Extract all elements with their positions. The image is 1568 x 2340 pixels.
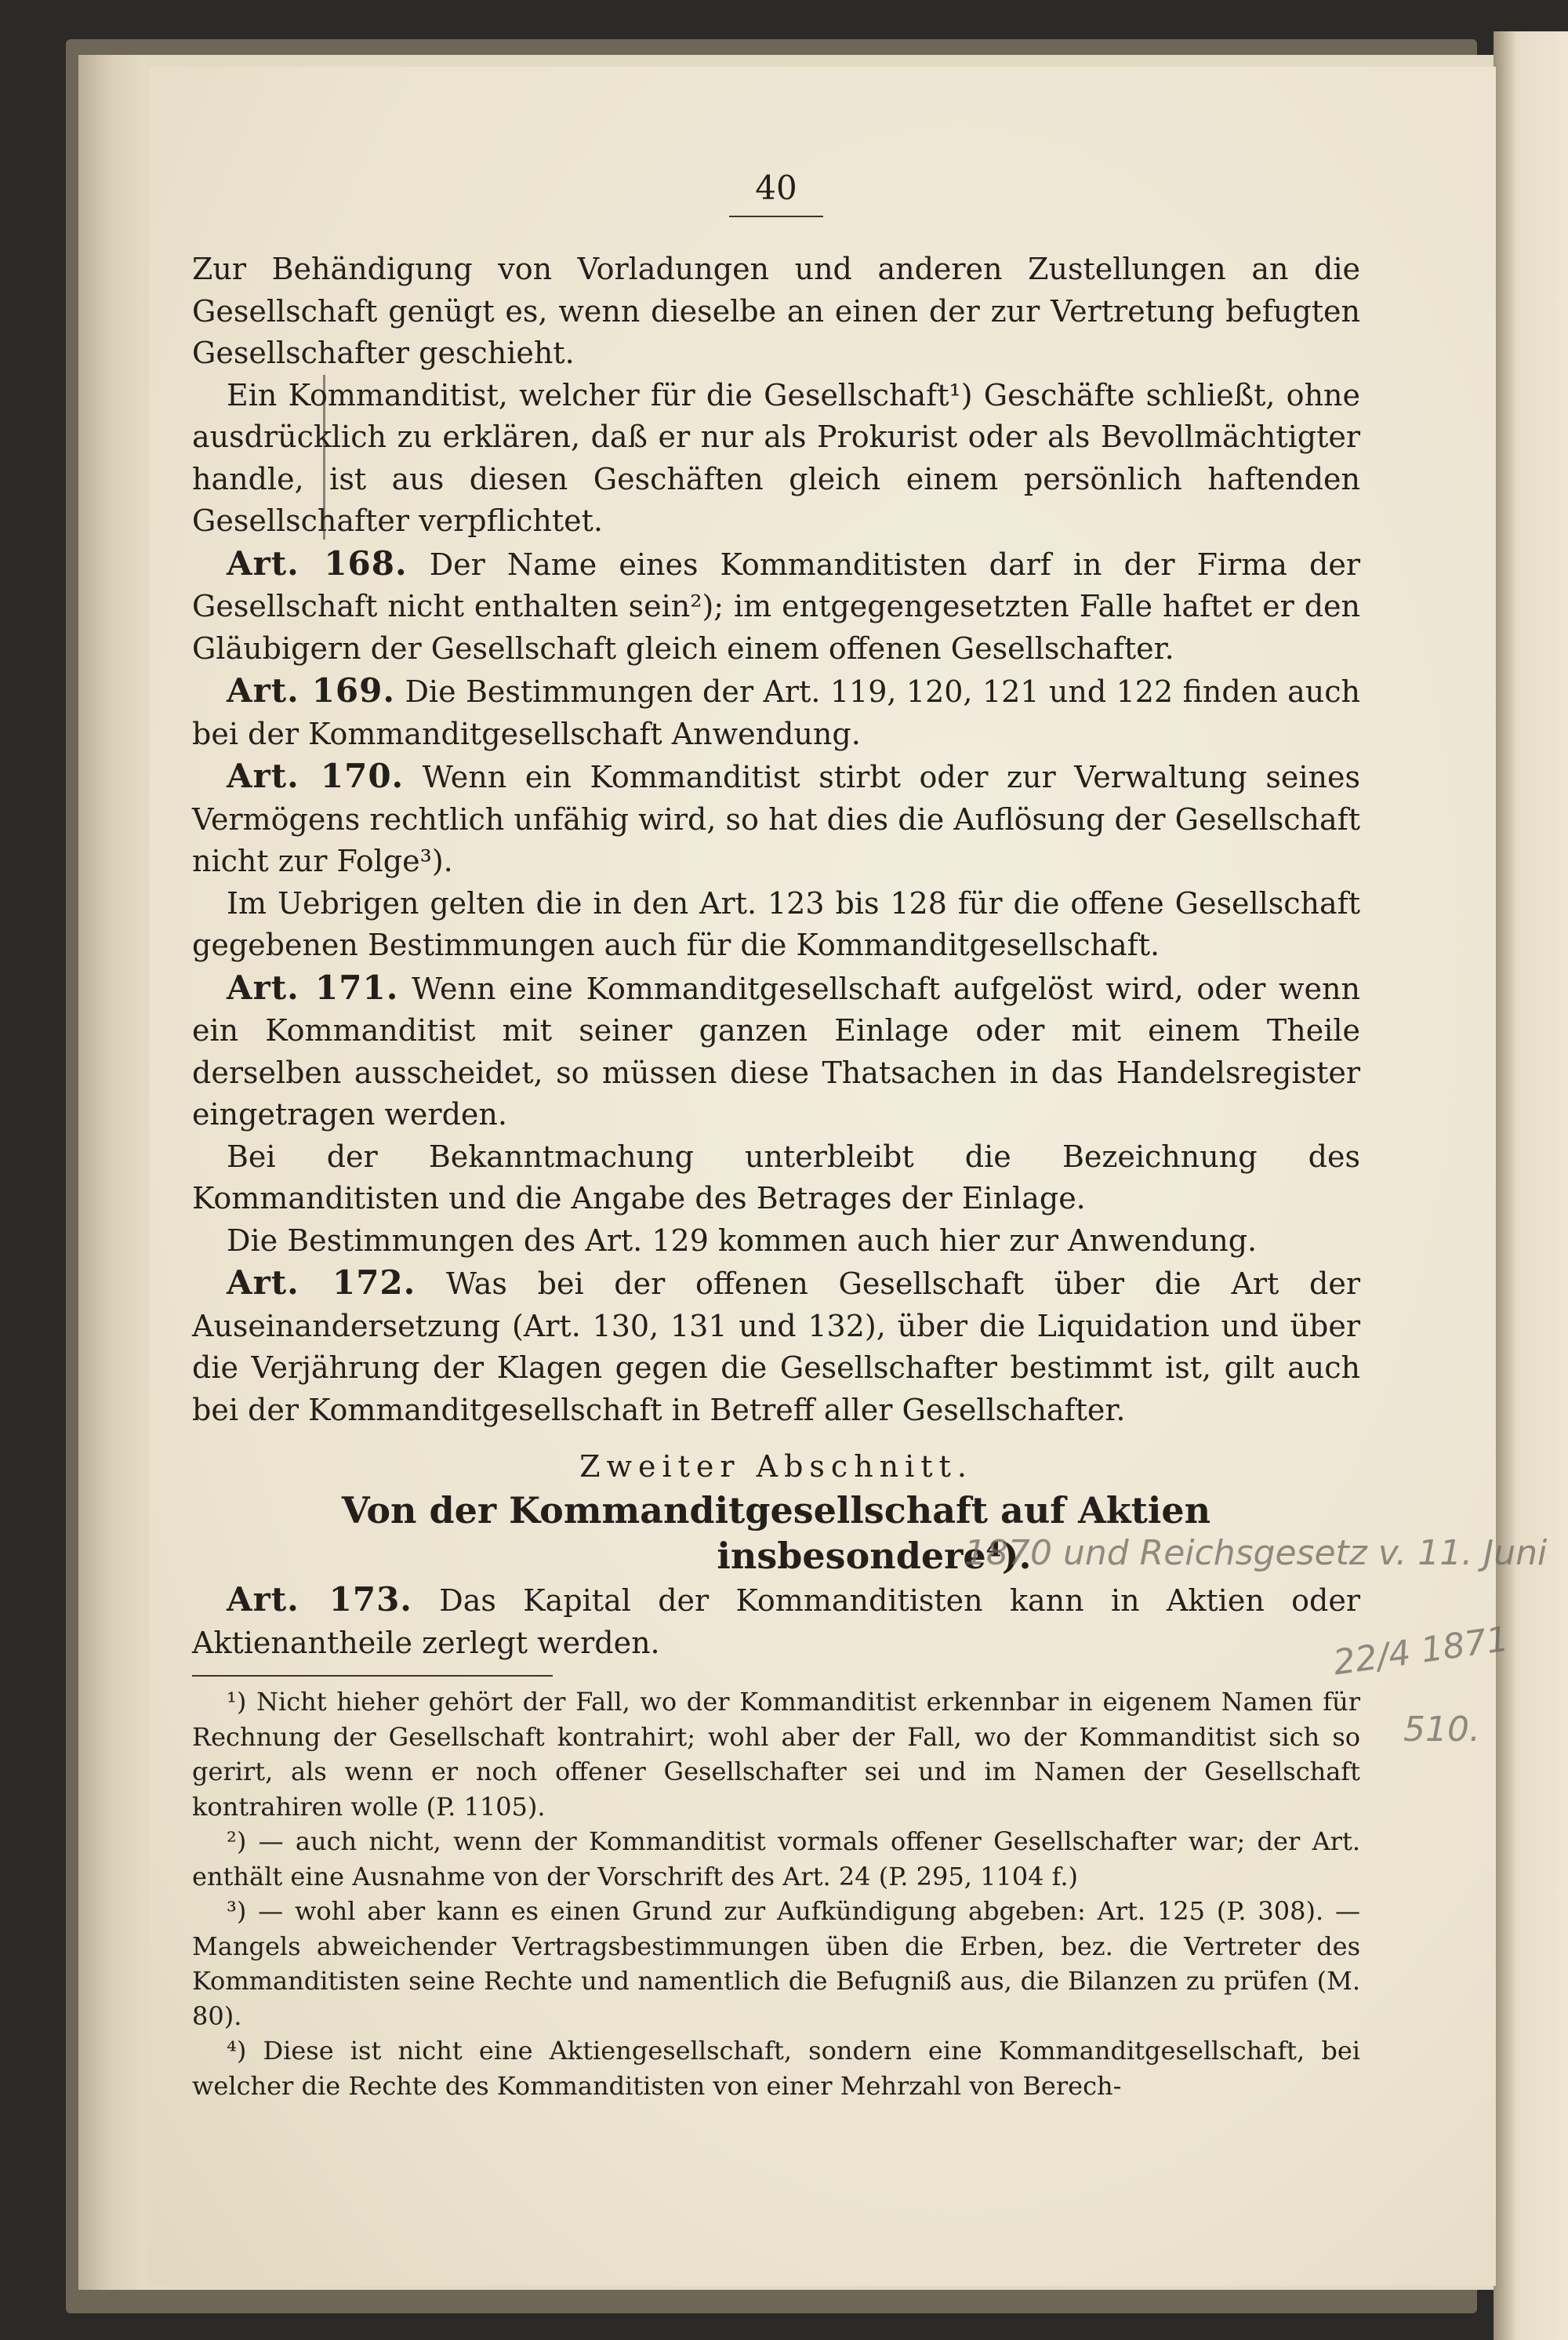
page-number: 40 xyxy=(755,169,797,207)
paragraph: Zur Behändigung von Vorladungen und anderen Zustellungen an die Gesellschaft genügt es, wenn dieselbe an einen der zur Vertretung befugten Gesellschafter geschieht. xyxy=(192,252,1360,370)
article-173: Art. 173. Das Kapital der Kommanditisten kann in Aktien oder Aktienantheile zerlegt werden. xyxy=(192,1580,1360,1660)
section-title-line2: insbesondere⁴). xyxy=(717,1535,1032,1577)
article-label: Art. 172. xyxy=(227,1263,416,1302)
page-content xyxy=(192,82,1360,2103)
section-title-line1: Von der Kommanditgesellschaft auf Aktien xyxy=(341,1489,1211,1532)
handwritten-note: 510. xyxy=(1403,1710,1480,1750)
article-170: Art. 170. Wenn ein Kommanditist stirbt oder zur Verwaltung seines Vermögens rechtlich unfähig wird, so hat dies die Auflösung der Gesellschaft nicht zur Folge³). xyxy=(192,757,1360,878)
footnote: ⁴) Diese ist nicht eine Aktiengesellschaft, sondern eine Kommanditgesellschaft, bei welcher die Rechte des Kommanditisten von einer Mehrzahl von Berech- xyxy=(192,2036,1360,2101)
footnote: ³) — wohl aber kann es einen Grund zur Aufkündigung abgeben: Art. 125 (P. 308). — Mangels abweichender Vertragsbestimmungen üben die Erben, bez. die Vertreter des Kommanditisten seine Rechte und namentlich die Befugniß aus, die Bilanzen zu prüfen (M. 80). xyxy=(192,1896,1360,2031)
article-169: Art. 169. Die Bestimmungen der Art. 119, 120, 121 und 122 finden auch bei der Kommanditgesellschaft Anwendung. xyxy=(192,671,1360,751)
facing-page-edge xyxy=(1494,31,1568,2340)
paragraph: Die Bestimmungen des Art. 129 kommen auch hier zur Anwendung. xyxy=(227,1223,1258,1258)
article-label: Art. 173. xyxy=(227,1580,412,1619)
article-171: Art. 171. Wenn eine Kommanditgesellschaft aufgelöst wird, oder wenn ein Kommanditist mit seiner ganzen Einlage oder mit einem Theile derselben ausscheidet, so müssen diese Thatsachen in das Handelsregister eingetragen werden. xyxy=(192,968,1360,1132)
paragraph: Bei der Bekanntmachung unterbleibt die Bezeichnung des Kommanditisten und die Angabe des Betrages der Einlage. xyxy=(192,1139,1360,1215)
article-172: Art. 172. Was bei der offenen Gesellschaft über die Art der Auseinandersetzung (Art. 130, 131 und 132), über die Liquidation und über die Verjährung der Klagen gegen die Gesellschafter bestimmt ist, gilt auch bei der Kommanditgesellschaft in Betreff aller Gesellschafter. xyxy=(192,1263,1361,1427)
section-heading: Zweiter Abschnitt. xyxy=(579,1449,973,1484)
article-label: Art. 171. xyxy=(227,968,399,1007)
article-label: Art. 168. xyxy=(227,543,408,583)
paragraph: Ein Kommanditist, welcher für die Gesellschaft¹) Geschäfte schließt, ohne ausdrücklich zu erklären, daß er nur als Prokurist oder als Bevollmächtigter handle, ist aus diesen Geschäften gleich einem persönlich haftenden Gesellschafter verpflichtet. xyxy=(192,377,1360,538)
article-168: Art. 168. Der Name eines Kommanditisten darf in der Firma der Gesellschaft nicht enthalten sein²); im entgegengesetzten Falle haftet er den Gläubigern der Gesellschaft gleich einem offenen Gesellschafter. xyxy=(192,543,1360,666)
footnote: ²) — auch nicht, wenn der Kommanditist vormals offener Gesellschafter war; der Art. enthält eine Ausnahme von der Vorschrift des Art. 24 (P. 295, 1104 f.) xyxy=(192,1826,1360,1891)
article-label: Art. 169. xyxy=(227,671,396,710)
handwritten-note: 1870 und Reichsgesetz v. 11. Juni xyxy=(964,1533,1548,1573)
article-label: Art. 170. xyxy=(227,757,405,795)
handwritten-note: 22/4 1871 xyxy=(1330,1619,1512,1684)
paragraph: Im Uebrigen gelten die in den Art. 123 bis 128 für die offene Gesellschaft gegebenen Bestimmungen auch für die Kommanditgesellschaft. xyxy=(192,885,1360,962)
footnote: ¹) Nicht hieher gehört der Fall, wo der Kommanditist erkennbar in eigenem Namen für Rechnung der Gesellschaft kontrahirt; wohl aber der Fall, wo der Kommanditist sich so gerirt, als wenn er noch offener Gesellschafter sei und im Namen der Gesellschaft kontrahiren wolle (P. 1105). xyxy=(192,1687,1360,1822)
footnote-rule xyxy=(192,1675,553,1677)
page-number-rule xyxy=(729,216,823,217)
